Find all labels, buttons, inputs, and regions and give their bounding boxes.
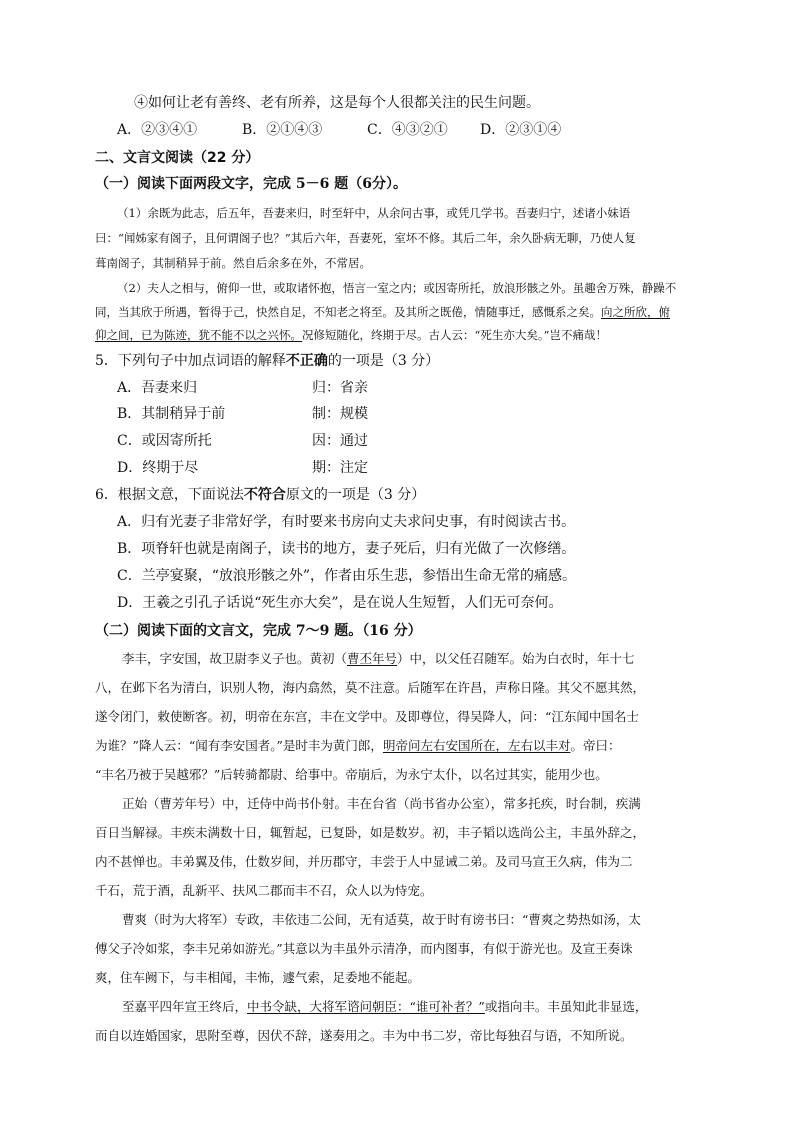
q4-item-4: ④如何让老有善终、老有所养，这是每个人很都关注的民生问题。 [134, 95, 540, 111]
passage2-underlined-sentence: 明帝问左右安国所在，左右以丰对 [382, 738, 571, 753]
q6-option-c: C．兰亭宴聚，“放浪形骸之外”，作者由乐生悲，参悟出生命无常的痛感。 [117, 568, 577, 584]
passage2-para2-line2: 百日当解禄。丰疾未满数十日，辄暂起，已复卧，如是数岁。初，丰子韬以选尚公主，丰虽外辞之， [95, 825, 646, 840]
passage2-para3-line2: 傅父子冷如浆，李丰兄弟如游光。”其意以为丰虽外示清净，而内图事，有似于游光也。及宣王奏诛 [95, 941, 633, 956]
passage2-para3-line1: 曹爽（时为大将军）专政，丰依违二公间，无有适莫，故于时有谤书曰：“曹爽之势热如汤，太 [122, 912, 641, 927]
q5-stem [95, 351, 439, 371]
passage2-text: 李丰，字安国，故卫尉李义子也。黄初（ [122, 651, 348, 666]
passage2-text: 或指向丰。丰虽知此非显选， [484, 999, 648, 1014]
q5-option-d-gloss: 期：注定 [312, 460, 368, 476]
passage2-para1-line1 [122, 650, 635, 668]
section2-title: 二、文言文阅读（22 分） [95, 150, 260, 166]
passage2-para3-line3: 爽，住车阙下，与丰相闻，丰怖，遽气索，足委地不能起。 [95, 970, 421, 985]
q5-stem-score: 的一项是（3 分） [327, 353, 440, 369]
passage2-para1-line3: 遂令闭门，敕使断客。初，明帝在东宫，丰在文学中。及即尊位，得吴降人，问：“江东闻中国名士 [95, 709, 639, 724]
q5-stem-text: 5．下列句子中加点词语的解释 [95, 353, 286, 369]
q6-option-b: B．项脊轩也就是南阁子，读书的地方，妻子死后，归有光做了一次修缮。 [117, 541, 576, 557]
passage2-para2-line4: 千石，荒于酒，乱新平、扶风二郡而丰不召，众人以为恃宠。 [95, 883, 433, 898]
q5-stem-emphasis: 不正确 [285, 353, 328, 369]
passage2-para4-line2: 而自以连婚国家，思附至尊，因伏不辞，遂奏用之。丰为中书二岁，帝比每独召与语，不知所说。 [95, 1028, 633, 1043]
passage1-p2-line1: （2）夫人之相与，俯仰一世，或取诸怀抱，悟言一室之内；或因寄所托，放浪形骸之外。虽趣舍万殊，静躁不 [117, 281, 677, 295]
q5-option-b: B．其制稍异于前 [117, 406, 226, 422]
q5-option-b-gloss: 制：规模 [312, 406, 368, 422]
passage2-note-underlined: 曹丕年号 [347, 651, 398, 666]
passage2-para2-line3: 内不甚惮也。丰弟翼及伟，仕数岁间，并历郡守，丰尝于人中显诫二弟。及司马宣王久病，伟为二 [95, 854, 633, 869]
q5-option-a: A．吾妻来归 [117, 380, 198, 396]
q4-option-b: B．②①④③ [242, 122, 323, 138]
passage1-p2-line2-text: 同，当其欣于所遇，暂得于己，快然自足，不知老之将至。及其所之既倦，情随事迁，感慨系之矣。 [95, 305, 601, 319]
passage1-p2-line3-text: 况修短随化，终期于尽。古人云：“死生亦大矣。”岂不痛哉！ [302, 328, 608, 342]
passage1-p2-underlined-b: 仰之间，已为陈迹，犹不能不以之兴怀。 [95, 328, 302, 342]
passage2-para1-line4 [95, 737, 620, 755]
passage1-p1-line1: （1）余既为此志，后五年，吾妻来归，时至轩中，从余问古事，或凭几学书。吾妻归宁，述诸小妹语 [117, 206, 631, 220]
passage1-p2-underlined-a: 向之所欣，俯 [601, 305, 670, 319]
q5-option-c-gloss: 因：通过 [312, 433, 368, 449]
passage2-text: 为谁？”降人云：“闻有李安国者。”是时丰为黄门郎， [95, 738, 383, 753]
passage2-text: 至嘉平四年宣王终后， [122, 999, 248, 1014]
q4-option-d: D．②③①④ [480, 122, 562, 138]
part2-title: （二）阅读下面的文言文，完成 7～9 题。（16 分） [95, 623, 422, 639]
passage2-underlined-sentence: 中书令缺，大将军谘问朝臣：“谁可补者？” [247, 999, 485, 1014]
q6-option-d: D．王羲之引孔子话说“死生亦大矣”，是在说人生短暂，人们无可奈何。 [117, 595, 563, 611]
q4-option-c: C．④③②① [367, 122, 448, 138]
part1-title: （一）阅读下面两段文字，完成 5－6 题（6分）。 [95, 176, 407, 192]
q6-stem-score: 原文的一项是（3 分） [285, 487, 426, 503]
q4-option-a: A．②③④① [117, 122, 198, 138]
passage2-para1-line5: “丰名乃被于吴越邪？”后转骑都尉、给事中。帝崩后，为永宁太仆，以名过其实，能用少也。 [95, 767, 608, 782]
q5-option-d: D．终期于尽 [117, 460, 199, 476]
q5-option-a-gloss: 归：省亲 [312, 380, 368, 396]
passage2-text: ）中，以父任召随军。始为白衣时，年十七 [397, 651, 635, 666]
q6-stem [95, 485, 425, 505]
passage1-p1-line2: 曰：“闻姊家有阁子，且何谓阁子也？”其后六年，吾妻死，室坏不修。其后二年，余久卧病无聊，乃使人复 [95, 231, 636, 245]
q6-stem-emphasis: 不符合 [243, 487, 286, 503]
passage1-p2-line2 [95, 304, 670, 320]
q6-stem-text: 6．根据文意，下面说法 [95, 487, 244, 503]
q5-option-c: C．或因寄所托 [117, 433, 212, 449]
passage2-para4-line1 [122, 998, 647, 1016]
passage2-para1-line2: 八，在邺下名为清白，识别人物，海内翕然，莫不注意。后随军在许昌，声称日隆。其父不愿其然， [95, 680, 646, 695]
q6-option-a: A．归有光妻子非常好学，有时要来书房向丈夫求问史事，有时阅读古书。 [117, 514, 576, 530]
passage2-text: 。帝曰： [570, 738, 621, 753]
passage1-p1-line3: 葺南阁子，其制稍异于前。然自后余多在外，不常居。 [95, 256, 371, 270]
passage2-para2-line1: 正始（曹芳年号）中，迁侍中尚书仆射。丰在台省（尚书省办公室），常多托疾，时台制，疾满 [122, 796, 641, 811]
passage1-p2-line3 [95, 327, 607, 343]
